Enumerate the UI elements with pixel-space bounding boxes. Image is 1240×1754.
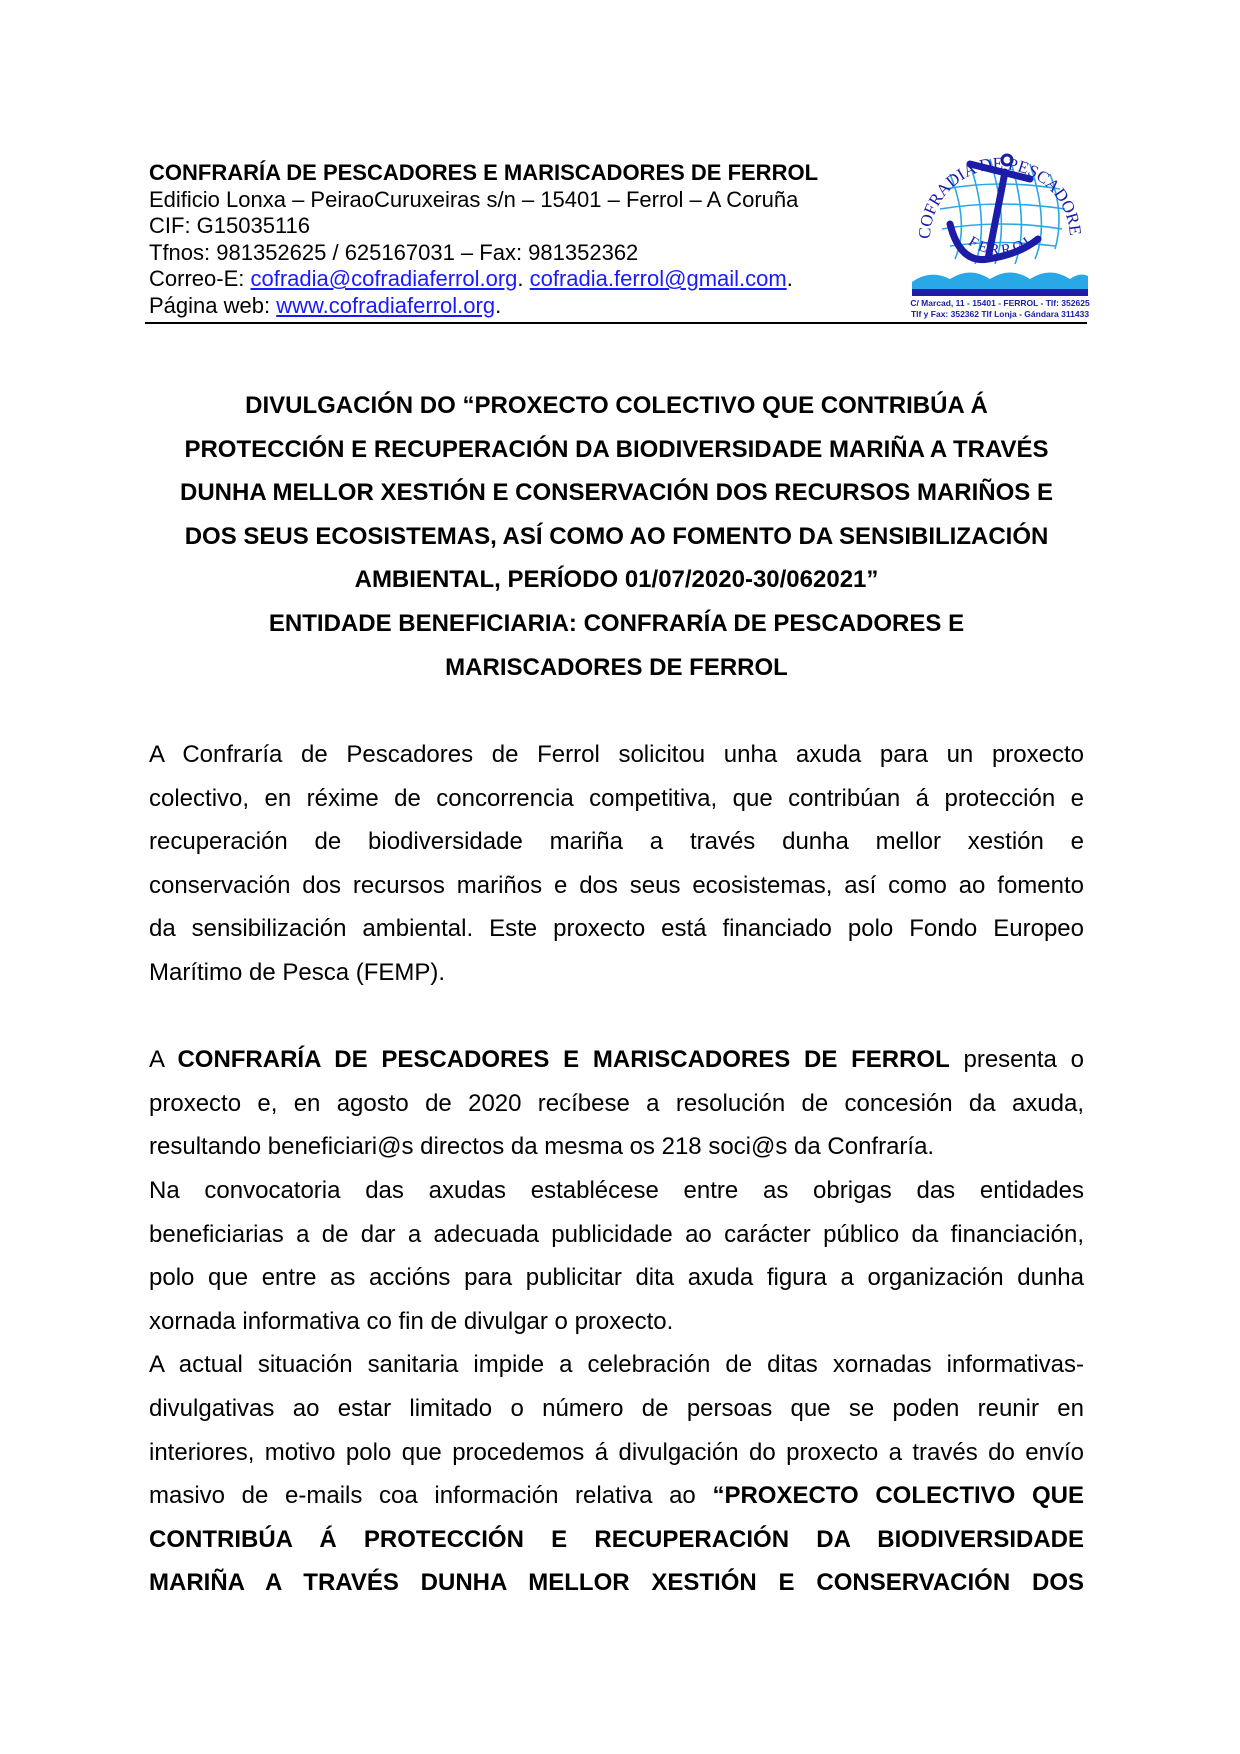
bold-text: CONFRARÍA DE PESCADORES E MARISCADORES DE FERROL [177,1046,950,1074]
text-line [149,1256,1084,1300]
text: da sensibilización ambiental. Este proxecto está financiado polo Fondo Europeo [149,915,1084,943]
paragraph [149,1169,1084,1343]
org-name: CONFRARÍA DE PESCADORES E MARISCADORES DE FERROL [149,160,819,185]
text-line [149,1038,1084,1082]
web-link[interactable]: www.cofradiaferrol.org [276,292,496,318]
text-line [149,733,1084,777]
logo-footer-1: C/ Marcad, 11 - 15401 - FERROL - Tlf: 352625 [910,298,1090,308]
text: masivo de e-mails coa información relativa ao [149,1482,713,1510]
bold-text: MARIÑA A TRAVÉS DUNHA MELLOR XESTIÓN E CONSERVACIÓN DOS [149,1569,1084,1597]
address: Edificio Lonxa – PeiraoCuruxeiras s/n – 15401 – Ferrol – A Coruña [149,186,799,212]
text: resultando beneficiari@s directos da mesma os 218 soci@s da Confraría. [149,1133,935,1161]
text: divulgativas ao estar limitado o número de persoas que se poden reunir en [149,1394,1084,1422]
title-line: DUNHA MELLOR XESTIÓN E CONSERVACIÓN DOS RECURSOS MARIÑOS E [180,479,1053,507]
logo-footer-2: Tlf y Fax: 352362 Tlf Lonja - Gándara 311433 [910,309,1090,319]
text-line [149,1474,1084,1518]
email-label: Correo-E: [149,266,251,291]
text: recuperación de biodiversidade mariña a través dunha mellor xestión e [149,828,1084,856]
text: polo que entre as accións para publicitar dita axuda figura a organización dunha [149,1264,1084,1292]
title-line: PROTECCIÓN E RECUPERACIÓN DA BIODIVERSIDADE MARIÑA A TRAVÉS [184,435,1049,463]
text: A [149,1046,178,1074]
header-divider [145,322,1087,324]
bold-text: “PROXECTO COLECTIVO QUE [712,1482,1085,1510]
text: Na convocatoria das axudas establécese entre as obrigas das entidades [149,1176,1084,1204]
text-line [149,1561,1084,1605]
cif: CIF: G15035116 [149,213,311,238]
text-line [149,951,1084,995]
email-line [149,266,909,293]
email-link-2[interactable]: cofradia.ferrol@gmail.com [529,266,787,291]
title-line: MARISCADORES DE FERROL [445,653,788,681]
text: xornada informativa co fin de divulgar o proxecto. [149,1307,674,1335]
bold-text: CONTRIBÚA Á PROTECCIÓN E RECUPERACIÓN DA BIODIVERSIDADE [149,1525,1084,1553]
text: A actual situación sanitaria impide a celebración de ditas xornadas informativas- [149,1351,1084,1379]
text-line [149,1431,1084,1475]
text-line [149,1169,1084,1213]
text: beneficiarias a de dar a adecuada publicidade ao carácter público da financiación, [149,1220,1084,1248]
paragraph-gap [149,995,1084,1039]
email-sep: . [517,266,530,291]
paragraph [149,1343,1084,1605]
paragraph [149,733,1084,995]
web-end: . [495,292,502,318]
text-line [149,1518,1084,1562]
email-end: . [786,266,793,291]
text-line [149,777,1084,821]
phones: Tfnos: 981352625 / 625167031 – Fax: 981352362 [149,239,639,265]
logo-bottom-text: FERROL [965,230,1040,259]
web-label: Página web: [149,292,277,318]
text-line [149,864,1084,908]
title-line: DIVULGACIÓN DO “PROXECTO COLECTIVO QUE CONTRIBÚA Á [245,392,988,419]
text-line [149,1125,1084,1169]
text-line [149,1387,1084,1431]
text-line [149,907,1084,951]
text-line [149,1343,1084,1387]
letterhead [149,160,909,319]
cofradia-logo [905,119,1090,322]
title-line: AMBIENTAL, PERÍODO 01/07/2020-30/062021” [354,566,879,594]
text: conservación dos recursos mariños e dos seus ecosistemas, así como ao fomento [149,871,1084,899]
logo-top-text: COFRADIA DE PESCADORES [905,119,1086,240]
document-title [149,384,1084,689]
text: colectivo, en réxime de concorrencia competitiva, que contribúan á protección e [149,784,1084,812]
text-line [149,820,1084,864]
text: Marítimo de Pesca (FEMP). [149,958,446,986]
document-body [149,733,1084,1605]
text: presenta o [949,1046,1084,1074]
email-link-1[interactable]: cofradia@cofradiaferrol.org [250,266,518,291]
title-line: DOS SEUS ECOSISTEMAS, ASÍ COMO AO FOMENTO DA SENSIBILIZACIÓN [184,522,1049,550]
text-line [149,1213,1084,1257]
text: interiores, motivo polo que procedemos á divulgación do proxecto a través do envío [149,1438,1084,1466]
web-line [149,293,909,320]
paragraph [149,1038,1084,1169]
text: proxecto e, en agosto de 2020 recíbese a resolución de concesión da axuda, [149,1089,1084,1117]
text-line [149,1300,1084,1344]
text: A Confraría de Pescadores de Ferrol solicitou unha axuda para un proxecto [149,741,1084,768]
text-line [149,1082,1084,1126]
title-line: ENTIDADE BENEFICIARIA: CONFRARÍA DE PESCADORES E [268,609,965,637]
